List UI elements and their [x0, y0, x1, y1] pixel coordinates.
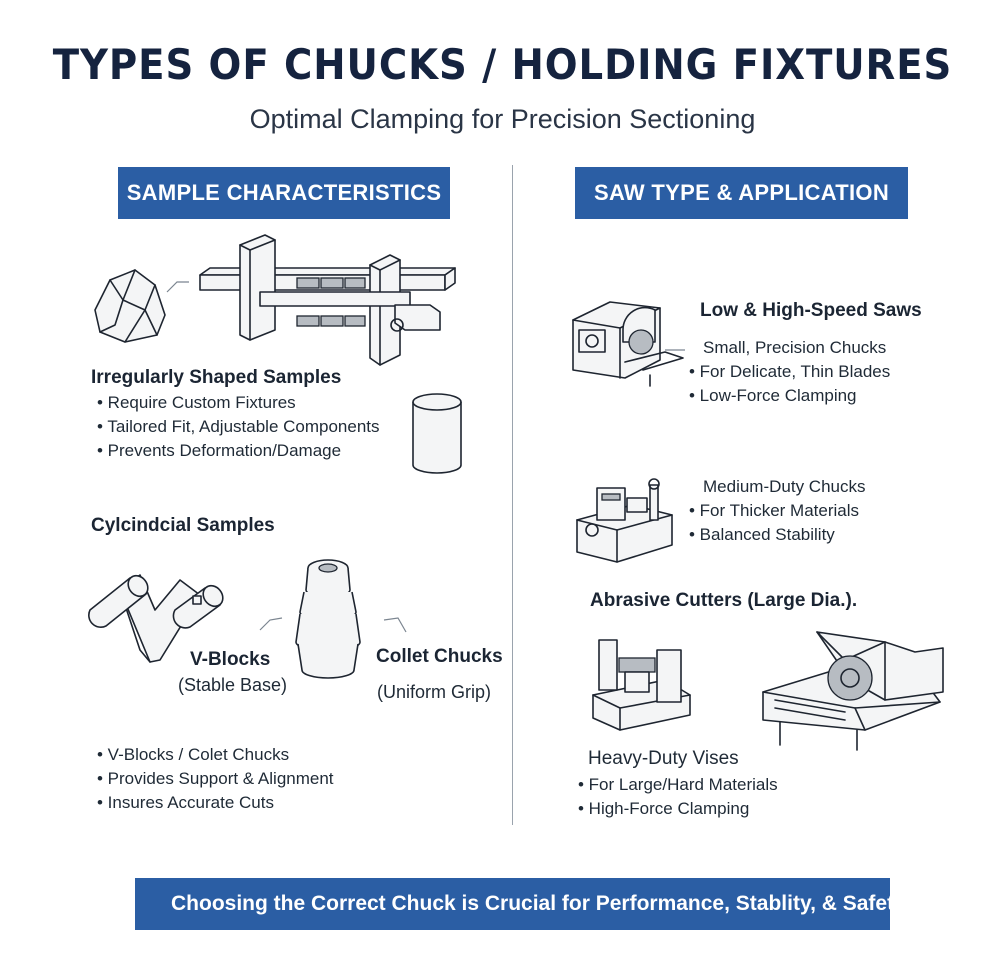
- low-high-speed-saws-heading: Low & High-Speed Saws: [700, 300, 922, 321]
- irregular-samples-heading: Irregularly Shaped Samples: [91, 367, 342, 388]
- page-subtitle: Optimal Clamping for Precision Sectioning: [249, 104, 756, 134]
- heavy-duty-vise-icon: [593, 640, 690, 730]
- medium-line-3: • Balanced Stability: [689, 525, 835, 544]
- heavy-duty-line-3: • High-Force Clamping: [578, 799, 750, 818]
- collet-chucks-label: Collet Chucks: [376, 646, 503, 667]
- heavy-duty-illustration: [585, 620, 955, 755]
- cylindrical-bullet-1: • V-Blocks / Colet Chucks: [97, 745, 290, 764]
- v-blocks-caption: (Stable Base): [178, 675, 288, 695]
- abrasive-cutter-icon: [763, 632, 943, 750]
- collet-chucks-caption: (Uniform Grip): [377, 682, 492, 702]
- irregular-bullet-2: • Tailored Fit, Adjustable Components: [97, 417, 380, 436]
- medium-duty-chuck-icon: [577, 479, 672, 562]
- custom-fixture-icon: [200, 235, 455, 365]
- precision-saw-illustration: [565, 290, 695, 390]
- medium-line-2: • For Thicker Materials: [689, 501, 860, 520]
- cylindrical-bullet-3: • Insures Accurate Cuts: [97, 793, 274, 812]
- footer-banner: [135, 878, 906, 930]
- sample-characteristics-banner: SAMPLE CHARACTERISTICS: [118, 167, 450, 219]
- v-blocks-label: V-Blocks: [190, 649, 271, 670]
- column-divider: [512, 165, 513, 825]
- irregular-rock-icon: [95, 270, 165, 342]
- cylindrical-samples-heading: Cylcindcial Samples: [91, 515, 275, 536]
- medium-duty-chuck-illustration: [572, 470, 682, 565]
- medium-line-1: Medium-Duty Chucks: [703, 477, 866, 496]
- abrasive-cutters-heading: Abrasive Cutters (Large Dia.).: [590, 590, 858, 611]
- vblock-collet-illustration: [80, 550, 500, 690]
- low-high-line-3: • Low-Force Clamping: [689, 386, 857, 405]
- collet-chuck-icon: [296, 560, 360, 678]
- heavy-duty-line-2: • For Large/Hard Materials: [578, 775, 778, 794]
- page-title: TYPES OF CHUCKS / HOLDING FIXTURES: [52, 40, 953, 89]
- low-high-line-2: • For Delicate, Thin Blades: [689, 362, 891, 381]
- irregular-bullet-3: • Prevents Deformation/Damage: [97, 441, 342, 460]
- cylindrical-bullet-2: • Provides Support & Alignment: [97, 769, 334, 788]
- precision-saw-icon: [573, 302, 683, 386]
- cylinder-sample-icon: [413, 394, 461, 473]
- heavy-duty-line-1: Heavy-Duty Vises: [588, 748, 739, 769]
- footer-text: Choosing the Correct Chuck is Crucial for Performance, Stablity, & Safety: [171, 892, 906, 915]
- irregular-bullet-1: • Require Custom Fixtures: [97, 393, 296, 412]
- low-high-line-1: Small, Precision Chucks: [703, 338, 887, 357]
- saw-type-application-banner: SAW TYPE & APPLICATION: [575, 167, 908, 219]
